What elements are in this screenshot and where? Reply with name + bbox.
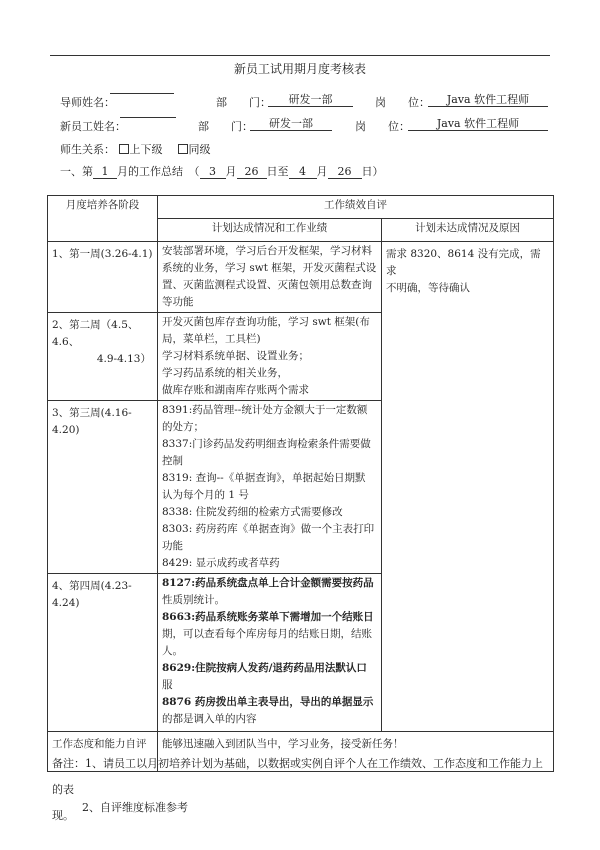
summary-prefix: 一、第: [60, 165, 93, 178]
week1-line: 系统的业务，学习 swt 框架，开发灭菌程式设: [162, 262, 377, 274]
summary-heading: [60, 163, 384, 179]
employee-post-label: 岗 位：: [355, 120, 410, 133]
summary-from-month[interactable]: 3: [200, 165, 226, 179]
done-week2[interactable]: [158, 313, 382, 401]
stage-week1-label: 1、第一周(3.26-4.1): [52, 248, 153, 260]
mentor-dept-field[interactable]: 研发一部: [268, 93, 353, 107]
week3-line: 8429: 显示成药或者草药: [162, 557, 280, 569]
employee-name-field[interactable]: [120, 117, 176, 118]
week3-line: 8337:门诊药品发药明细查询检索条件需要做: [162, 438, 371, 450]
stage-week2-label-2: 4.9-4.13）: [96, 353, 151, 365]
undone-cell[interactable]: [382, 242, 554, 732]
week2-line: 学习材料系统单据、设置业务；: [162, 350, 309, 362]
done-week3[interactable]: [158, 401, 382, 574]
header-stage: 月度培养各阶段: [48, 196, 158, 242]
relation-row: [60, 141, 211, 157]
summary-month-word-2: 月: [316, 165, 328, 178]
stage-week4: [48, 574, 158, 732]
week1-line: 等功能: [162, 296, 194, 308]
note-line-1: 备注：1、请员工以月初培养计划为基础，以数据或实例自评个人在工作绩效、工作态度和工作能力上的表: [52, 757, 543, 796]
stage-week3-label: 3、第三周(4.16-4.20): [52, 407, 132, 436]
undone-line: 需求 8320、8614 没有完成，需求: [386, 248, 541, 277]
week4-line: 8629:住院按病人发药/退药药品用法默认口: [162, 662, 367, 674]
week3-line: 的处方；: [162, 421, 204, 433]
week2-line: 做库存账和湖南库存账两个需求: [162, 384, 309, 396]
header-eval: 工作绩效自评: [158, 196, 554, 219]
week1-line: 安装部署环境，学习后台开发框架，学习材料: [162, 245, 372, 257]
week4-line: 服: [162, 679, 173, 691]
stage-week2-label-1: 2、第二周（4.5、4.6、: [52, 319, 139, 348]
week3-line: 控制: [162, 455, 183, 467]
summary-mid: 月的工作总结 （: [117, 165, 200, 178]
week4-line: 8663:药品系统账务菜单下需增加一个结账日: [162, 611, 374, 623]
stage-week4-label: 4、第四周(4.23-4.24): [52, 580, 132, 609]
summary-month-number[interactable]: 1: [93, 165, 117, 179]
week4-line: 性质别统计。: [162, 594, 225, 606]
relation-checkbox-peer[interactable]: [178, 144, 188, 154]
week4-line: 8876 药房拨出单主表导出，导出的单据显示: [162, 696, 374, 708]
sub-header-undone: 计划未达成情况及原因: [382, 219, 554, 242]
week3-line: 8338: 住院发药细的检索方式需要修改: [162, 506, 343, 518]
stage-week3: [48, 401, 158, 574]
document-title: 新员工试用期月度考核表: [233, 62, 366, 76]
summary-month-word-1: 月: [225, 165, 237, 178]
summary-to-day[interactable]: 26: [328, 165, 362, 179]
relation-label: 师生关系：: [60, 143, 115, 156]
mentor-name-label: 导师姓名：: [60, 96, 115, 109]
week3-line: 认为每个月的 1 号: [162, 489, 249, 501]
week4-line: 期，可以查看每个库房每月的结账日期，结账: [162, 628, 372, 640]
header-rule: [50, 55, 550, 56]
table-row-week1: [48, 242, 554, 313]
undone-line: 不明确，等待确认: [386, 282, 470, 294]
employee-dept-field[interactable]: 研发一部: [250, 117, 332, 131]
sub-header-done: 计划达成情况和工作业绩: [158, 219, 382, 242]
mentor-post-field[interactable]: Java 软件工程师: [428, 93, 548, 107]
week3-line: 8319: 查询--《单据查询》，单据起始日期默: [162, 472, 366, 484]
week3-line: 8391:药品管理--统计处方金额大于一定数额: [162, 404, 368, 416]
employee-post-field[interactable]: Java 软件工程师: [408, 117, 548, 131]
summary-to-month[interactable]: 4: [289, 165, 317, 179]
summary-from-day[interactable]: 26: [237, 165, 267, 179]
summary-day-to: 日至: [266, 165, 289, 178]
summary-suffix: 日）: [361, 165, 384, 178]
week4-line: 的都是调入单的内容: [162, 713, 257, 725]
mentor-name-field[interactable]: [110, 93, 174, 94]
stage-week2: [48, 313, 158, 401]
relation-checkbox-superior[interactable]: [119, 144, 129, 154]
stage-week1: [48, 242, 158, 313]
week2-line: 开发灭菌包库存查询功能，学习 swt 框架(布: [162, 316, 370, 328]
employee-name-label: 新员工姓名：: [60, 120, 126, 133]
week2-line: 局，菜单栏，工具栏): [162, 333, 261, 345]
mentor-dept-label: 部 门：: [216, 96, 271, 109]
assessment-table: [47, 195, 554, 772]
relation-option-peer: 同级: [188, 143, 211, 156]
notes-block: [52, 751, 552, 829]
attitude-label-text: 工作态度和能力自评: [52, 738, 147, 750]
note-line-2: 现。: [52, 809, 74, 822]
week4-line: 8127:药品系统盘点单上合计金额需要按药品: [162, 577, 374, 589]
week4-line: 人。: [162, 645, 183, 657]
week2-line: 学习药品系统的相关业务，: [162, 367, 288, 379]
week3-line: 功能: [162, 540, 183, 552]
done-week1[interactable]: [158, 242, 382, 313]
relation-option-superior: 上下级: [129, 143, 163, 156]
attitude-text: 能够迅速融入到团队当中，学习业务，接受新任务！: [162, 738, 404, 750]
mentor-post-label: 岗 位：: [375, 96, 430, 109]
note-line-3: 2、自评维度标准参考: [82, 801, 188, 814]
employee-dept-label: 部 门：: [198, 120, 253, 133]
week3-line: 8303: 药房药库《单据查询》做一个主表打印: [162, 523, 375, 535]
week1-line: 置、灭菌监测程式设置、灭菌包领用总数查询: [162, 279, 372, 291]
done-week4[interactable]: [158, 574, 382, 732]
